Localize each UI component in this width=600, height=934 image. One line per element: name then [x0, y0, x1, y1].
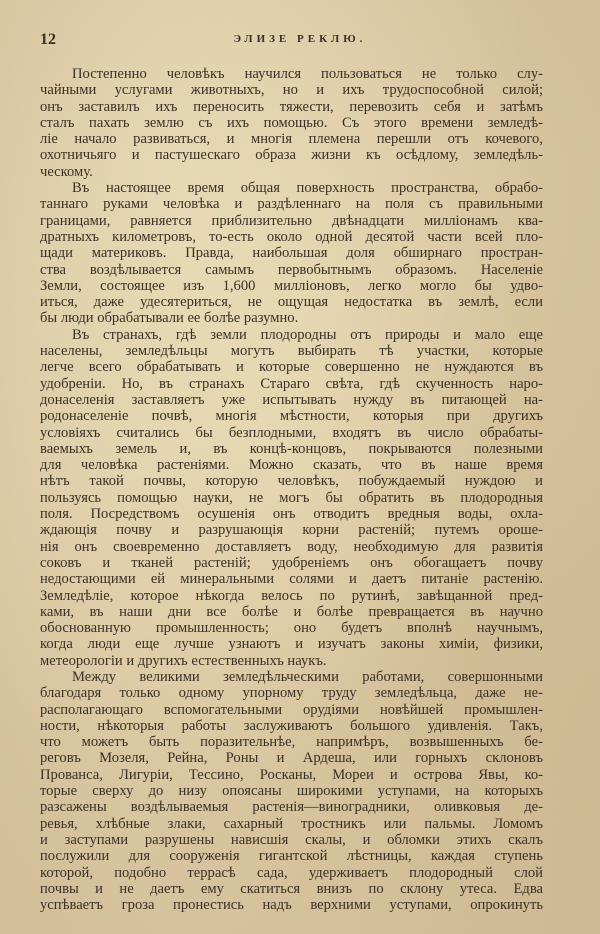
text-line: охотничьяго и пастушескаго образа жизни къ осѣдлому, земледѣль- — [40, 147, 543, 164]
text-line: Въ настоящее время общая поверхность пространства, обрабо- — [72, 180, 543, 197]
text-line: ваемыхъ земель и, въ концѣ-концовъ, покрываются полезными — [40, 440, 543, 457]
text-line: ревья, хлѣбные злаки, сахарный тростникъ или пальмы. Ломомъ — [40, 815, 543, 832]
text-line: послужили для сооруженія гигантской лѣстницы, каждая ступень — [40, 848, 543, 865]
text-line: границами, равняется приблизительно двѣнадцати милліонамъ ква- — [40, 212, 543, 229]
page-number: 12 — [40, 31, 56, 48]
text-line: ками, въ наши дни все болѣе и болѣе превращается въ научно — [40, 603, 543, 620]
text-line: дратныхъ километровъ, то-есть около одной десятой части всей пло- — [40, 228, 543, 245]
text-line: Земли, состоящее изъ 1,600 милліоновъ, легко могло бы удво- — [40, 277, 543, 294]
text-line: метеорологіи и другихъ естественныхъ наукъ. — [40, 652, 327, 669]
text-line: реговъ Мозеля, Рейна, Роны и Ардеша, или горныхъ склоновъ — [40, 750, 543, 767]
text-line: сталъ пахать землю съ ихъ помощью. Съ этого времени земледѣ- — [40, 114, 543, 131]
text-line: разсажены воздѣлываемыя растенія—виноградники, оливковыя де- — [40, 799, 543, 816]
text-line: Прованса, Лигуріи, Тессино, Росканы, Мореи и острова Явы, ко- — [40, 766, 543, 783]
text-line: пользуясь помощью науки, не могъ бы обратить въ плодородныя — [40, 489, 543, 506]
text-line: таннаго руками человѣка и раздѣленнаго на поля съ правильными — [40, 196, 543, 213]
text-line: чайными услугами животныхъ, но и ихъ трудоспособной силой; — [40, 82, 543, 99]
text-line: ности, нѣкоторыя работы заслуживаютъ большого удивленія. Такъ, — [40, 717, 543, 734]
text-line: иться, даже удесятериться, не ощущая недостатка въ землѣ, если — [40, 294, 543, 311]
text-line: торые сверху до низу опоясаны широкими уступами, на которыхъ — [40, 783, 543, 800]
text-line: ждающія почву и разрушающія корни растеній; путемъ ороше- — [40, 522, 543, 539]
text-line: которой, подобно террасѣ сада, удерживаетъ плодородный слой — [40, 864, 543, 881]
text-line: успѣваетъ гроза пронестись надъ верхними уступами, опрокинуть — [40, 897, 543, 914]
text-line: что можетъ быть поразительнѣе, напримѣръ, возвышенныхъ бе- — [40, 734, 543, 751]
text-line: нѣтъ такой почвы, которую человѣкъ, побуждаемый нуждою и — [40, 473, 543, 490]
text-line: поля. Посредствомъ осушенія онъ отводитъ вредныя воды, охла- — [40, 506, 543, 523]
text-line: ліе начало развиваться, и многія племена перешли отъ кочевого, — [40, 131, 543, 148]
text-line: обоснованную промышленность; оно будетъ вполнѣ научнымъ, — [40, 620, 543, 637]
text-line: недостающими ей минеральными солями и даетъ питаніе растенію. — [40, 571, 543, 588]
text-line: для человѣка растеніями. Можно сказать, что въ наше время — [40, 457, 543, 474]
text-line: Земледѣліе, которое нѣкогда велось по рутинѣ, завѣщанной пред- — [40, 587, 543, 604]
text-line: Постепенно человѣкъ научился пользоваться не только слу- — [72, 66, 543, 82]
text-line: населены, земледѣльцы могутъ выбирать тѣ участки, которые — [40, 343, 543, 360]
text-line: родонаселеніе почвѣ, многія мѣстности, которыя при другихъ — [40, 408, 543, 425]
text-line: бы люди обрабатывали ее болѣе разумно. — [40, 310, 299, 327]
text-line: Между великими земледѣльческими работами, совершонными — [72, 668, 543, 685]
body-text — [40, 66, 543, 913]
text-line: соковъ и тканей растеній; удобреніемъ онъ обогащаетъ почву — [40, 554, 543, 571]
text-line: удобреніи. Но, въ странахъ Стараго свѣта, гдѣ скученность наро- — [40, 375, 543, 392]
text-line: нія онъ своевременно доставляетъ воду, необходимую для развитія — [40, 538, 543, 555]
paragraph — [40, 66, 543, 180]
text-line: ческому. — [40, 163, 93, 180]
text-line: донаселенія заставляетъ уже испытывать нужду въ питающей на- — [40, 391, 543, 408]
text-line: легче всего обрабатывать и которые совершенно не нуждаются въ — [40, 359, 543, 376]
text-line: щади материковъ. Правда, наибольшая доля обширнаго простран- — [40, 245, 543, 262]
text-line: ства воздѣлывается самымъ первобытнымъ образомъ. Населеніе — [40, 261, 543, 278]
text-line: условіяхъ считались бы безплодными, входятъ въ число обрабаты- — [40, 424, 543, 441]
text-line: и заступами разрушены нависшія скалы, и обломки этихъ скалъ — [40, 831, 543, 848]
text-line: благодаря только одному упорному труду земледѣльца, даже не- — [40, 685, 543, 702]
text-line: располагающаго вспомогательными орудіями новѣйшей промышлен- — [40, 701, 543, 718]
text-line: Въ странахъ, гдѣ земли плодородны отъ природы и мало еще — [72, 326, 543, 343]
text-line: онъ заставилъ ихъ переносить тяжести, перевозить себя и затѣмъ — [40, 98, 543, 115]
paragraph — [40, 180, 543, 327]
text-line: почвы и не даетъ ему скатиться внизъ по склону утеса. Едва — [40, 880, 543, 897]
running-title: ЭЛИЗЕ РЕКЛЮ. — [233, 33, 367, 45]
text-line: когда люди еще лучше узнаютъ и изучатъ законы химіи, физики, — [40, 636, 543, 653]
paragraph — [40, 669, 543, 913]
paragraph — [40, 327, 543, 669]
